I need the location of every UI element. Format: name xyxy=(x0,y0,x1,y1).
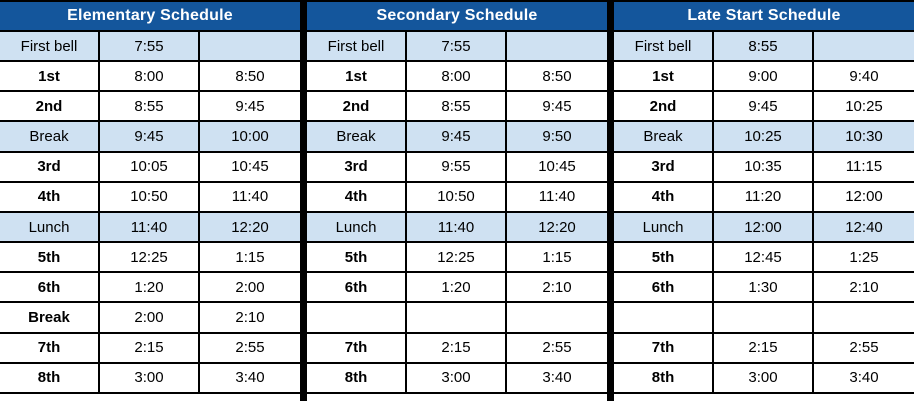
period-label-cell: 6th xyxy=(614,273,714,301)
period-label-cell: 7th xyxy=(307,334,407,362)
period-label-cell: 3rd xyxy=(614,153,714,181)
end-time-cell xyxy=(814,32,914,60)
end-time-cell: 11:40 xyxy=(231,188,269,206)
schedule-row xyxy=(0,62,300,92)
start-time-cell: 10:50 xyxy=(407,183,507,211)
start-time-cell: 9:55 xyxy=(407,153,507,181)
schedule-title: Late Start Schedule xyxy=(614,2,914,32)
start-time-cell: 9:00 xyxy=(714,62,814,90)
schedule-row xyxy=(614,243,914,273)
start-time-cell: 11:40 xyxy=(407,213,507,241)
period-label-cell: 2nd xyxy=(307,92,407,120)
end-time-cell: 10:00 xyxy=(231,128,269,146)
schedule-row xyxy=(307,334,607,364)
schedule-row xyxy=(0,334,300,364)
schedule-row xyxy=(614,273,914,303)
end-time-cell: 10:30 xyxy=(845,128,883,146)
start-time-cell: 3:00 xyxy=(714,364,814,392)
start-time-cell: 10:50 xyxy=(100,183,200,211)
period-label-cell: 6th xyxy=(0,273,100,301)
schedule-row xyxy=(0,183,300,213)
start-time-cell: 8:00 xyxy=(100,62,200,90)
start-time-cell: 11:40 xyxy=(100,213,200,241)
period-label-cell: Lunch xyxy=(0,213,100,241)
end-time-cell: 11:15 xyxy=(845,158,883,176)
start-time-cell: 8:55 xyxy=(407,92,507,120)
end-time-cell: 2:10 xyxy=(235,308,265,326)
start-time-cell: 1:20 xyxy=(100,273,200,301)
end-time-cell: 10:45 xyxy=(231,158,269,176)
empty-row xyxy=(614,303,914,333)
period-label-cell: 7th xyxy=(0,334,100,362)
start-time-cell: 2:15 xyxy=(407,334,507,362)
end-time-cell: 1:15 xyxy=(235,248,265,266)
period-label-cell: 6th xyxy=(307,273,407,301)
period-label-cell: 5th xyxy=(0,243,100,271)
schedule-title: Elementary Schedule xyxy=(0,2,300,32)
end-time-cell: 1:25 xyxy=(849,248,879,266)
schedule-row xyxy=(0,92,300,122)
start-time-cell: 10:05 xyxy=(100,153,200,181)
end-time-cell xyxy=(200,32,300,60)
start-time-cell: 9:45 xyxy=(100,122,200,150)
end-time-cell: 2:55 xyxy=(849,339,879,357)
schedule-row xyxy=(0,32,300,62)
schedule-row xyxy=(614,364,914,394)
end-time-cell: 1:15 xyxy=(542,248,572,266)
start-time-cell: 10:25 xyxy=(714,122,814,150)
end-time-cell: 8:50 xyxy=(235,67,265,85)
start-time-cell: 11:20 xyxy=(714,183,814,211)
period-label-cell: 8th xyxy=(0,364,100,392)
period-label-cell xyxy=(614,303,714,331)
schedule-row xyxy=(307,243,607,273)
start-time-cell: 9:45 xyxy=(407,122,507,150)
schedule-row xyxy=(0,303,300,333)
start-time-cell: 1:20 xyxy=(407,273,507,301)
table-divider xyxy=(607,2,614,401)
start-time-cell: 2:00 xyxy=(100,303,200,331)
start-time-cell: 9:45 xyxy=(714,92,814,120)
start-time-cell: 12:25 xyxy=(100,243,200,271)
end-time-cell: 3:40 xyxy=(542,369,572,387)
schedule-row xyxy=(614,62,914,92)
empty-row xyxy=(307,303,607,333)
end-time-cell: 9:50 xyxy=(542,128,572,146)
schedule-row xyxy=(307,153,607,183)
end-time-cell: 9:45 xyxy=(235,97,265,115)
start-time-cell: 3:00 xyxy=(100,364,200,392)
schedule-row xyxy=(307,213,607,243)
start-time-cell: 1:30 xyxy=(714,273,814,301)
period-label-cell: 4th xyxy=(614,183,714,211)
period-label-cell: 2nd xyxy=(0,92,100,120)
period-label-cell: 8th xyxy=(614,364,714,392)
end-time-cell: 2:10 xyxy=(849,278,879,296)
period-label-cell: Lunch xyxy=(614,213,714,241)
schedule-title: Secondary Schedule xyxy=(307,2,607,32)
schedule-row xyxy=(307,183,607,213)
period-label-cell: Break xyxy=(614,122,714,150)
schedule-row xyxy=(614,92,914,122)
schedule-row xyxy=(307,32,607,62)
period-label-cell: First bell xyxy=(614,32,714,60)
period-label-cell: 3rd xyxy=(307,153,407,181)
period-label-cell: 1st xyxy=(307,62,407,90)
end-time-cell: 9:45 xyxy=(542,97,572,115)
period-label-cell: Break xyxy=(307,122,407,150)
end-time-cell: 12:20 xyxy=(538,218,576,236)
schedule-row xyxy=(307,273,607,303)
period-label-cell: 4th xyxy=(307,183,407,211)
end-time-cell: 2:00 xyxy=(235,278,265,296)
period-label-cell: Lunch xyxy=(307,213,407,241)
schedule-row xyxy=(0,153,300,183)
start-time-cell: 8:00 xyxy=(407,62,507,90)
schedule-row xyxy=(307,122,607,152)
schedule-row xyxy=(614,183,914,213)
schedule-row xyxy=(614,153,914,183)
schedule-row xyxy=(0,122,300,152)
start-time-cell: 2:15 xyxy=(714,334,814,362)
period-label-cell: 1st xyxy=(614,62,714,90)
period-label-cell xyxy=(307,303,407,331)
start-time-cell: 10:35 xyxy=(714,153,814,181)
schedule-row xyxy=(614,334,914,364)
end-time-cell: 2:55 xyxy=(235,339,265,357)
start-time-cell: 8:55 xyxy=(100,92,200,120)
period-label-cell: 5th xyxy=(614,243,714,271)
schedule-row xyxy=(0,273,300,303)
schedule-row xyxy=(307,92,607,122)
period-label-cell: 7th xyxy=(614,334,714,362)
start-time-cell: 12:00 xyxy=(714,213,814,241)
start-time-cell: 8:55 xyxy=(714,32,814,60)
schedule-row xyxy=(614,122,914,152)
end-time-cell xyxy=(507,303,607,331)
period-label-cell: Break xyxy=(0,303,100,331)
schedule-table-late-start-schedule xyxy=(614,2,914,401)
schedule-row xyxy=(0,213,300,243)
start-time-cell xyxy=(714,303,814,331)
period-label-cell: 1st xyxy=(0,62,100,90)
schedule-table-secondary-schedule xyxy=(307,2,607,401)
end-time-cell: 12:40 xyxy=(845,218,883,236)
schedule-table-elementary-schedule xyxy=(0,2,300,401)
period-label-cell: Break xyxy=(0,122,100,150)
period-label-cell: 8th xyxy=(307,364,407,392)
end-time-cell: 2:10 xyxy=(542,278,572,296)
start-time-cell: 2:15 xyxy=(100,334,200,362)
start-time-cell: 7:55 xyxy=(407,32,507,60)
start-time-cell: 12:45 xyxy=(714,243,814,271)
end-time-cell: 9:40 xyxy=(849,67,879,85)
end-time-cell: 10:25 xyxy=(845,97,883,115)
schedule-row xyxy=(614,32,914,62)
start-time-cell: 3:00 xyxy=(407,364,507,392)
end-time-cell: 10:45 xyxy=(538,158,576,176)
period-label-cell: 5th xyxy=(307,243,407,271)
end-time-cell: 3:40 xyxy=(235,369,265,387)
schedule-row xyxy=(307,62,607,92)
period-label-cell: First bell xyxy=(0,32,100,60)
period-label-cell: 2nd xyxy=(614,92,714,120)
schedule-row xyxy=(614,213,914,243)
schedule-row xyxy=(0,364,300,394)
period-label-cell: 3rd xyxy=(0,153,100,181)
end-time-cell: 12:20 xyxy=(231,218,269,236)
start-time-cell: 12:25 xyxy=(407,243,507,271)
end-time-cell: 3:40 xyxy=(849,369,879,387)
period-label-cell: First bell xyxy=(307,32,407,60)
schedule-row xyxy=(0,243,300,273)
end-time-cell: 2:55 xyxy=(542,339,572,357)
end-time-cell: 12:00 xyxy=(845,188,883,206)
end-time-cell: 8:50 xyxy=(542,67,572,85)
table-divider xyxy=(300,2,307,401)
end-time-cell: 11:40 xyxy=(538,188,576,206)
period-label-cell: 4th xyxy=(0,183,100,211)
end-time-cell xyxy=(507,32,607,60)
schedule-row xyxy=(307,364,607,394)
start-time-cell xyxy=(407,303,507,331)
start-time-cell: 7:55 xyxy=(100,32,200,60)
end-time-cell xyxy=(814,303,914,331)
